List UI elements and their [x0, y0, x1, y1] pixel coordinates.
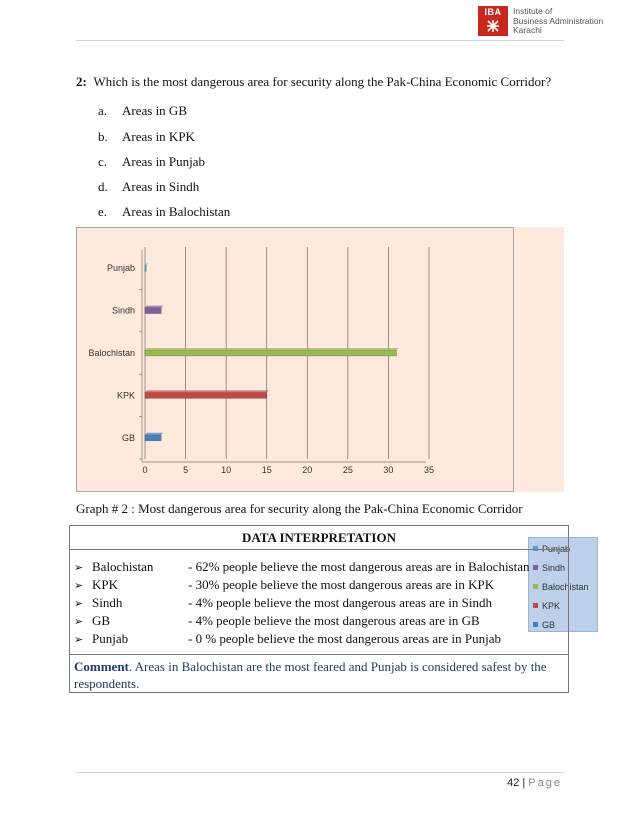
row-text: - 4% people believe the most dangerous areas are in Sindh	[188, 595, 492, 610]
bar-gb	[145, 435, 161, 441]
logo-abbr: IBA	[484, 7, 502, 17]
logo-line: Institute of	[513, 6, 553, 16]
option-letter: b.	[98, 129, 108, 144]
logo-text	[513, 7, 603, 36]
comment-block	[74, 658, 562, 692]
logo-line: Karachi	[513, 25, 542, 35]
x-tick-label: 25	[342, 465, 353, 475]
x-tick-label: 35	[423, 465, 435, 475]
bar-top-gb	[145, 433, 163, 435]
option-c	[98, 154, 205, 170]
legend-label: Punjab	[542, 544, 571, 554]
logo-emblem-icon	[485, 19, 501, 33]
option-letter: d.	[98, 179, 108, 194]
x-tick-label: 30	[383, 465, 394, 475]
question-number: 2	[76, 74, 83, 89]
page-number-value: 42	[507, 777, 520, 789]
x-tick-label: 5	[183, 465, 189, 475]
table-row	[74, 595, 492, 611]
page-word: Page	[528, 777, 562, 789]
question-body: Which is the most dangerous area for security along the Pak-China Economic Corridor?	[93, 74, 552, 89]
arrow-bullet-icon: ➢	[74, 579, 84, 592]
y-category-label: Punjab	[106, 263, 135, 274]
y-category-label: Balochistan	[88, 348, 135, 358]
table-row	[74, 559, 530, 575]
footer-rule	[76, 772, 564, 773]
comment-text: . Areas in Balochistan are the most feared and Punjab is considered safest by the respondents.	[74, 659, 547, 691]
row-region: Punjab	[92, 631, 129, 646]
header-rule	[76, 40, 564, 41]
table-divider	[70, 654, 568, 655]
option-label: Areas in GB	[122, 103, 187, 118]
option-letter: e.	[98, 204, 108, 219]
bar-top-kpk	[145, 390, 269, 392]
legend-label: Sindh	[542, 563, 566, 573]
comment-label: Comment	[74, 659, 129, 674]
row-text: - 30% people believe the most dangerous areas are in KPK	[188, 577, 495, 592]
option-label: Areas in Sindh	[122, 179, 200, 194]
bar-punjab	[145, 265, 146, 271]
x-tick-label: 10	[221, 465, 232, 475]
row-region: GB	[92, 613, 111, 628]
row-region: KPK	[92, 577, 119, 592]
iba-logo	[478, 6, 628, 36]
bar-top-sindh	[145, 306, 163, 308]
table-title: DATA INTERPRETATION	[70, 526, 568, 550]
iba-logo-mark	[478, 6, 508, 36]
bar-sindh	[145, 308, 161, 314]
arrow-bullet-icon: ➢	[74, 615, 84, 628]
bar-balochistan	[145, 350, 397, 356]
table-row	[74, 631, 501, 647]
row-region: Sindh	[92, 595, 123, 610]
question-text: 2: Which is the most dangerous area for security along the Pak-China Economic Corridor?	[76, 74, 552, 89]
table-row	[74, 577, 495, 593]
bar-chart	[76, 227, 564, 492]
row-text: - 4% people believe the most dangerous areas are in GB	[188, 613, 480, 628]
x-tick-label: 0	[142, 465, 148, 475]
legend-label: Balochistan	[542, 582, 589, 592]
row-region: Balochistan	[92, 559, 154, 574]
bar-kpk	[145, 392, 267, 398]
option-letter: a.	[98, 103, 108, 118]
arrow-bullet-icon: ➢	[74, 561, 84, 574]
arrow-bullet-icon: ➢	[74, 597, 84, 610]
y-category-label: KPK	[116, 390, 135, 401]
legend-label: GB	[542, 620, 556, 630]
table-row	[74, 613, 480, 629]
option-label: Areas in KPK	[122, 129, 195, 144]
graph-caption: Graph # 2 : Most dangerous area for security along the Pak-China Economic Corridor	[76, 501, 523, 516]
bar-top-balochistan	[145, 348, 399, 350]
arrow-bullet-icon: ➢	[74, 633, 84, 646]
y-category-label: Sindh	[111, 305, 135, 316]
row-text: - 62% people believe the most dangerous areas are in Balochistan	[188, 559, 530, 574]
option-label: Areas in Balochistan	[122, 204, 231, 219]
x-tick-label: 20	[302, 465, 313, 475]
y-category-label: GB	[121, 432, 135, 443]
option-d	[98, 179, 199, 195]
legend-label: KPK	[542, 601, 561, 611]
option-letter: c.	[98, 154, 108, 169]
page-number	[507, 777, 562, 789]
option-label: Areas in Punjab	[122, 154, 206, 169]
option-e	[98, 204, 230, 220]
bar-top-punjab	[145, 263, 148, 265]
x-tick-label: 15	[261, 465, 272, 475]
row-text: - 0 % people believe the most dangerous areas are in Punjab	[188, 631, 501, 646]
page-separator: |	[522, 777, 526, 789]
logo-line: Business Administration	[513, 15, 604, 26]
option-a	[98, 103, 187, 119]
option-b	[98, 129, 195, 145]
interpretation-table	[69, 525, 569, 693]
